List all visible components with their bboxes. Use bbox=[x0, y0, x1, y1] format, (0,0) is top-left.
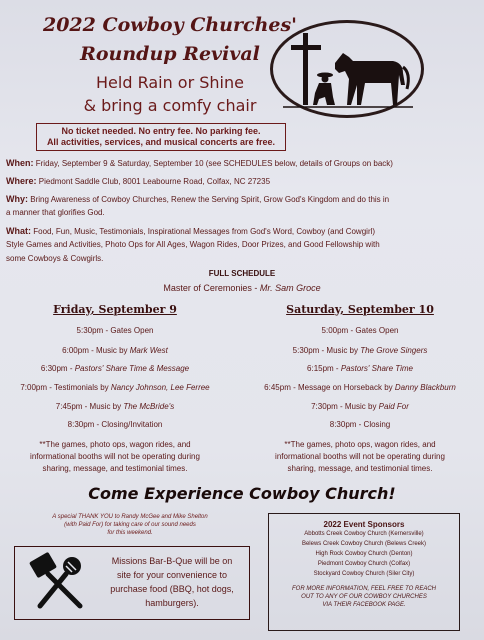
sponsor-item: Piedmont Cowboy Church (Colfax) bbox=[317, 561, 411, 567]
why-line bbox=[6, 193, 476, 206]
saturday-item: 7:30pm - Music by Paid For bbox=[311, 402, 409, 411]
logo-illustration-icon bbox=[273, 23, 421, 115]
saturday-item: 8:30pm - Closing bbox=[329, 420, 391, 429]
saturday-item: 5:30pm - Music by The Grove Singers bbox=[292, 346, 428, 355]
thank-you-note bbox=[30, 513, 230, 537]
what-text1: Food, Fun, Music, Testimonials, Inspirational Messages from God's Word, Cowboy (and Cowgirl) bbox=[33, 227, 376, 236]
saturday-note-line3: sharing, message, and testimonial times. bbox=[287, 464, 433, 473]
flyer-title-line1: 2022 Cowboy Churches' bbox=[42, 14, 297, 36]
friday-item: 7:00pm - Testimonials by Nancy Johnson, Lee Ferree bbox=[20, 383, 210, 392]
ceremonies-name: Mr. Sam Groce bbox=[259, 283, 321, 293]
notice-line1: No ticket needed. No entry fee. No parking fee. bbox=[61, 126, 261, 136]
when-text: Friday, September 9 & Saturday, September 10 (see SCHEDULES below, details of Groups on back) bbox=[35, 159, 393, 168]
what-line2 bbox=[6, 239, 476, 251]
why-label: Why: bbox=[6, 194, 28, 204]
bbq-text bbox=[110, 554, 234, 610]
sponsor-item: Abbotts Creek Cowboy Church (Kernersville) bbox=[304, 531, 424, 537]
friday-item: 6:30pm - Pastors' Share Time & Message bbox=[40, 364, 190, 373]
what-text2: Style Games and Activities, Photo Ops for All Ages, Wagon Rides, Door Prizes, and Good Fellowship with bbox=[6, 240, 380, 249]
bbq-line2: site for your convenience to bbox=[116, 570, 228, 580]
thanks-line2: (with Paid For) for taking care of our sound needs bbox=[64, 522, 196, 528]
sponsor-item: Stockyard Cowboy Church (Siler City) bbox=[313, 571, 415, 577]
master-of-ceremonies bbox=[0, 283, 484, 293]
why-text2: a manner that glorifies God. bbox=[6, 208, 105, 217]
why-line2 bbox=[6, 207, 476, 219]
flyer-subtitle-line1: Held Rain or Shine bbox=[96, 73, 244, 92]
friday-note-line1: **The games, photo ops, wagon rides, and bbox=[39, 440, 191, 449]
saturday-note-line2: informational booths will not be operating during bbox=[275, 452, 445, 461]
free-admission-notice bbox=[36, 123, 286, 151]
friday-note-line3: sharing, message, and testimonial times. bbox=[42, 464, 188, 473]
thanks-line1: A special THANK YOU to Randy McGee and Mike Shelton bbox=[52, 514, 208, 520]
flyer-subtitle-line2: & bring a comfy chair bbox=[83, 96, 257, 115]
sponsors-title: 2022 Event Sponsors bbox=[323, 520, 405, 529]
friday-item: 5:30pm - Gates Open bbox=[76, 326, 154, 335]
bbq-line3: purchase food (BBQ, hot dogs, bbox=[110, 584, 234, 594]
bbq-line4: hamburgers). bbox=[145, 598, 199, 608]
sponsor-item: High Rock Cowboy Church (Denton) bbox=[315, 551, 413, 557]
sponsors-foot-line3: VIA THEIR FACEBOOK PAGE. bbox=[322, 602, 406, 608]
friday-heading: Friday, September 9 bbox=[53, 303, 177, 316]
friday-item: 7:45pm - Music by The McBride's bbox=[55, 402, 175, 411]
sponsor-item: Belews Creek Cowboy Church (Belews Creek) bbox=[301, 541, 427, 547]
friday-item: 8:30pm - Closing/Invitation bbox=[67, 420, 163, 429]
flyer-title-line2: Roundup Revival bbox=[80, 43, 260, 65]
saturday-item: 5:00pm - Gates Open bbox=[321, 326, 399, 335]
saturday-note-line1: **The games, photo ops, wagon rides, and bbox=[284, 440, 436, 449]
what-line3 bbox=[6, 253, 476, 265]
sponsors-foot-line1: FOR MORE INFORMATION, FEEL FREE TO REACH bbox=[291, 586, 436, 592]
full-schedule-heading: FULL SCHEDULE bbox=[208, 269, 276, 278]
where-label: Where: bbox=[6, 176, 37, 186]
what-label: What: bbox=[6, 226, 31, 236]
when-line bbox=[6, 157, 476, 170]
friday-item: 6:00pm - Music by Mark West bbox=[62, 346, 168, 355]
notice-line2: All activities, services, and musical concerts are free. bbox=[46, 137, 276, 147]
bbq-spatula-fork-icon bbox=[26, 552, 96, 614]
cowboy-cross-horse-logo bbox=[270, 20, 424, 118]
thanks-line3: for this weekend. bbox=[107, 530, 153, 536]
sponsors-box bbox=[268, 513, 460, 631]
saturday-item: 6:15pm - Pastors' Share Time bbox=[307, 364, 413, 373]
saturday-item: 6:45pm - Message on Horseback by Danny Blackburn bbox=[264, 383, 456, 392]
come-experience-banner: Come Experience Cowboy Church! bbox=[88, 484, 396, 503]
ceremonies-label: Master of Ceremonies - bbox=[163, 283, 260, 293]
when-label: When: bbox=[6, 158, 34, 168]
bbq-line1: Missions Bar-B-Que will be on bbox=[111, 556, 233, 566]
saturday-heading: Saturday, September 10 bbox=[286, 303, 434, 316]
where-line bbox=[6, 175, 476, 188]
friday-note-line2: informational booths will not be operating during bbox=[30, 452, 200, 461]
what-line bbox=[6, 225, 476, 238]
what-text3: some Cowboys & Cowgirls. bbox=[6, 254, 104, 263]
sponsors-foot-line2: OUT TO ANY OF OUR COWBOY CHURCHES bbox=[301, 594, 427, 600]
where-text: Piedmont Saddle Club, 8001 Leabourne Road, Colfax, NC 27235 bbox=[38, 177, 271, 186]
why-text1: Bring Awareness of Cowboy Churches, Renew the Serving Spirit, Grow God's Kingdom and do this in bbox=[30, 195, 390, 204]
sponsors-footer bbox=[273, 585, 455, 609]
